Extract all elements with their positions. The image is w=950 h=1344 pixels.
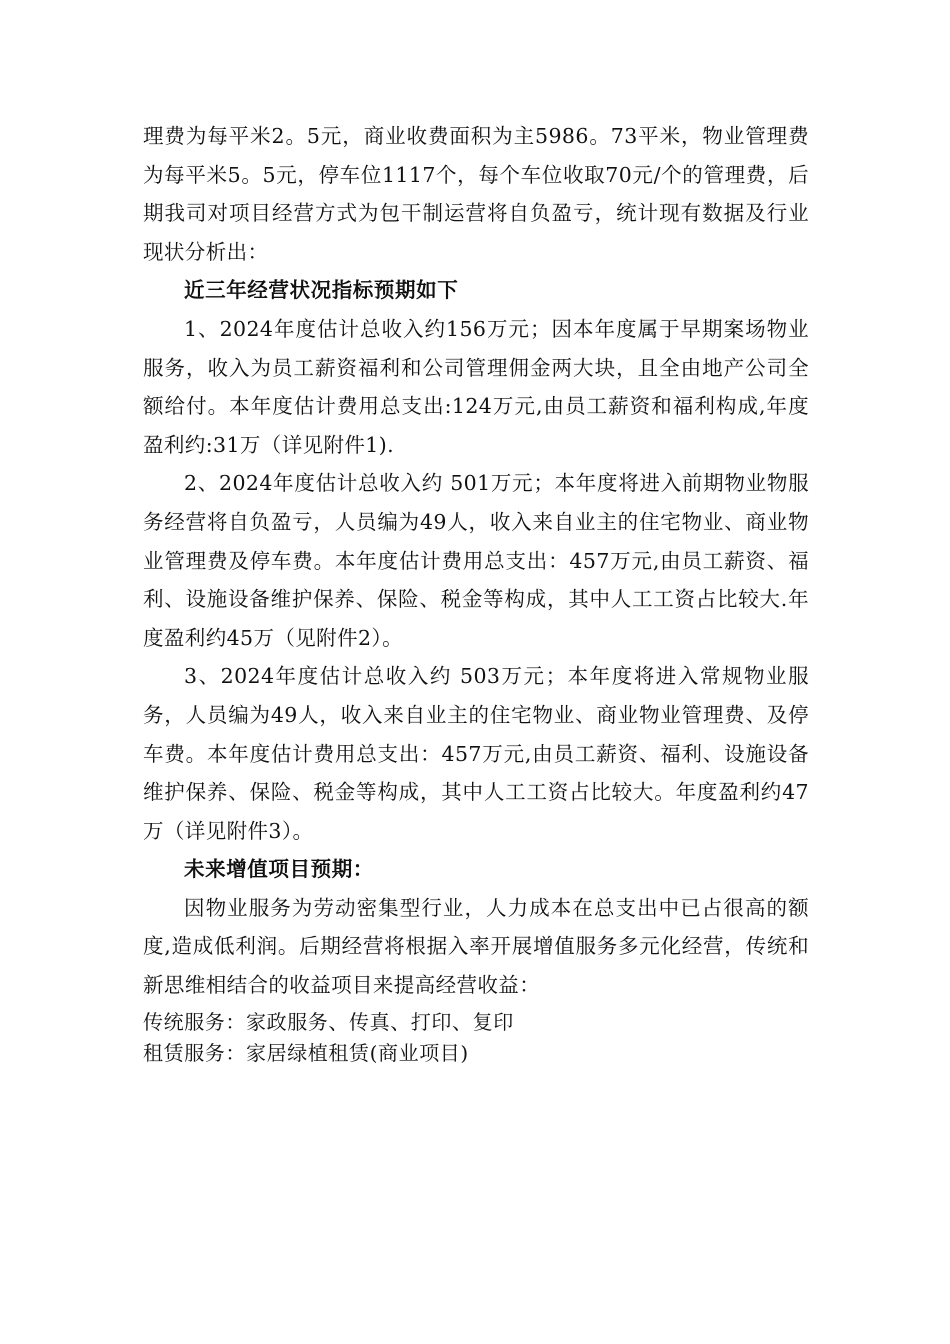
rental-services-line: 租赁服务：家居绿植租赁(商业项目): [143, 1040, 469, 1065]
intro-paragraph: 理费为每平米2。5元，商业收费面积为主5986。73平米，物业管理费为每平米5。5元，停车位1117个，每个车位收取70元/个的管理费，后期我司对项目经营方式为包干制运营将自负盈亏，统计现有数据及行业现状分析出：: [143, 124, 809, 264]
section-heading-three-year-forecast: 近三年经营状况指标预期如下: [184, 278, 459, 303]
forecast-item-3: 3、2024年度估计总收入约 503万元；本年度将进入常规物业服务，人员编为49人，收入来自业主的住宅物业、商业物业管理费、及停车费。本年度估计费用总支出：457万元,由员工薪资、福利、设施设备维护保养、保险、税金等构成，其中人工工资占比较大。年度盈利约47万（详见附件3）。: [143, 664, 809, 843]
document-body: [143, 117, 809, 1069]
section-heading-value-added: 未来增值项目预期：: [184, 857, 374, 882]
forecast-item-1: 1、2024年度估计总收入约156万元；因本年度属于早期案场物业服务，收入为员工薪资福利和公司管理佣金两大块，且全由地产公司全额给付。本年度估计费用总支出:124万元,由员工薪资和福利构成,年度盈利约:31万（详见附件1).: [143, 316, 809, 457]
traditional-services-line: 传统服务：家政服务、传真、打印、复印: [143, 1009, 514, 1034]
forecast-item-2: 2、2024年度估计总收入约 501万元；本年度将进入前期物业物服务经营将自负盈亏，人员编为49人，收入来自业主的住宅物业、商业物业管理费及停车费。本年度估计费用总支出：457万元,由员工薪资、福利、设施设备维护保养、保险、税金等构成，其中人工工资占比较大.年度盈利约45万（见附件2）。: [143, 471, 809, 650]
value-added-paragraph: 因物业服务为劳动密集型行业，人力成本在总支出中已占很高的额度,造成低利润。后期经营将根据入率开展增值服务多元化经营，传统和新思维相结合的收益项目来提高经营收益：: [143, 895, 809, 998]
